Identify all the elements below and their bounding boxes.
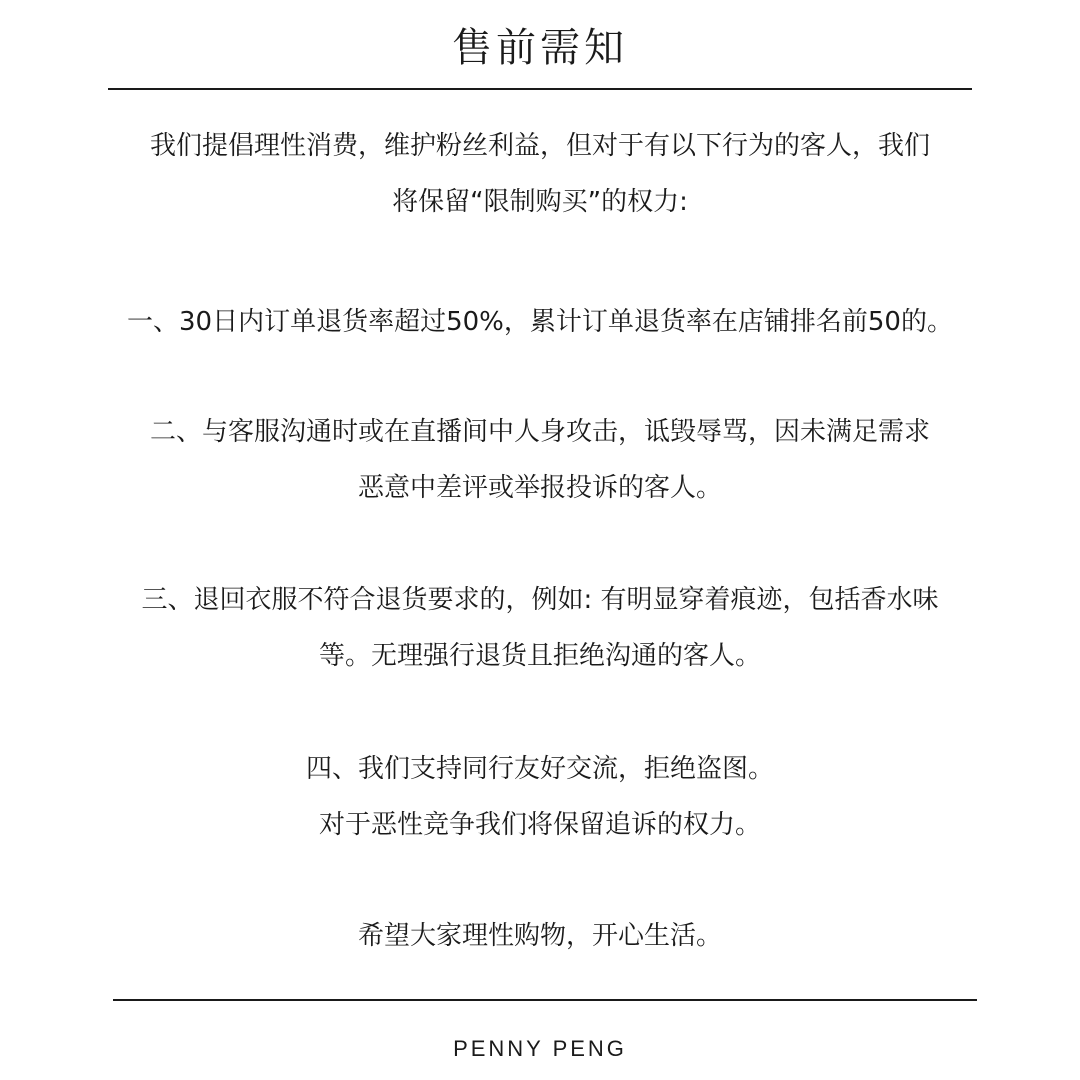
rule-2-line-2: 恶意中差评或举报投诉的客人。 xyxy=(357,473,722,503)
intro-paragraph xyxy=(90,118,990,230)
closing-message: 希望大家理性购物，开心生活。 xyxy=(357,921,722,951)
rule-2-line-1: 二、与客服沟通时或在直播间中人身攻击，诋毁辱骂，因未满足需求 xyxy=(149,417,930,447)
rule-item-3 xyxy=(90,572,990,684)
rule-item-4 xyxy=(90,741,990,853)
rule-item-1 xyxy=(90,294,990,350)
rule-3-line-2: 等。无理强行退货且拒绝沟通的客人。 xyxy=(318,641,761,671)
page-title: 售前需知 xyxy=(452,25,628,71)
rule-1-line-1: 一、30日内订单退货率超过50%，累计订单退货率在店铺排名前50的。 xyxy=(127,307,953,337)
rule-4-line-1: 四、我们支持同行友好交流，拒绝盗图。 xyxy=(305,754,774,784)
top-divider xyxy=(108,88,972,90)
rule-3-line-1: 三、退回衣服不符合退货要求的，例如: 有明显穿着痕迹，包括香水味 xyxy=(141,585,939,615)
intro-line-2: 将保留“限制购买”的权力: xyxy=(392,187,688,217)
intro-line-1: 我们提倡理性消费，维护粉丝利益，但对于有以下行为的客人，我们 xyxy=(149,131,930,161)
brand-footer: PENNY PENG xyxy=(453,1036,627,1061)
rule-4-line-2: 对于恶性竞争我们将保留追诉的权力。 xyxy=(318,810,761,840)
rule-item-2 xyxy=(90,404,990,516)
bottom-divider xyxy=(113,999,977,1001)
